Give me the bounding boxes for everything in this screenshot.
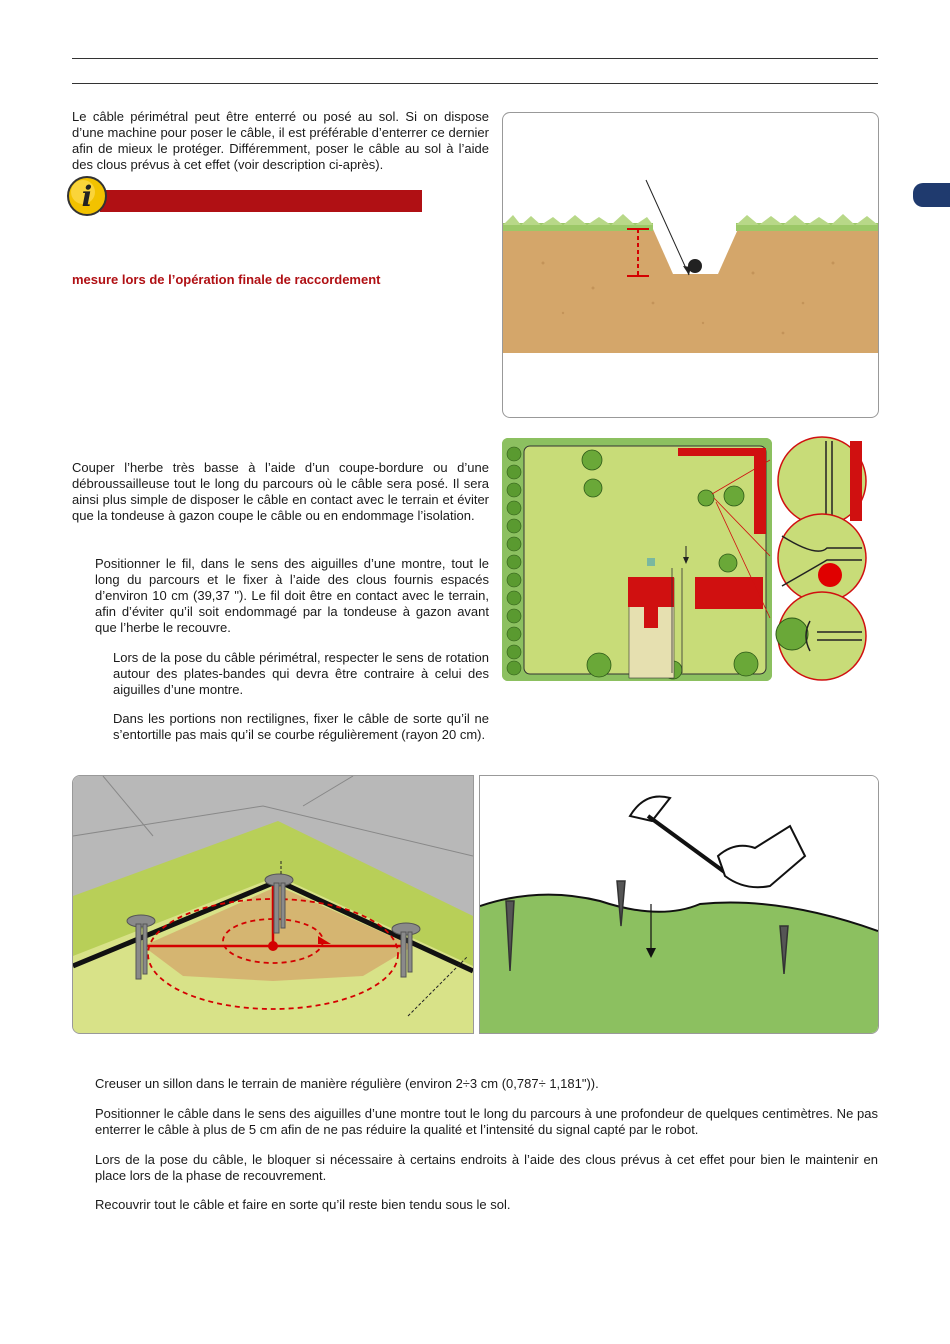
cut-grass-paragraph: Couper l’herbe très basse à l’aide d’un coupe-bordure ou d’une débroussailleuse tout le long du parcours où le câble sera posé. Il sera ainsi plus simple de disposer le câble en contact avec le terrain et éviter que la tondeuse à gazon coupe le câble ou en endommage l’isolation. <box>72 460 489 523</box>
intro-paragraph: Le câble périmétral peut être enterré ou posé au sol. Si on dispose d’une machine pour poser le câble, il est préférable d’enterrer ce dernier afin de mieux le protéger. Différemment, poser le câble au sol à l’aide des clous prévus à cet effet (voir description ci-après). <box>72 109 489 172</box>
section-tab <box>913 183 950 207</box>
curve-nails-figure <box>72 775 474 1034</box>
garden-plan-figure <box>502 438 772 681</box>
trench-figure <box>502 112 879 418</box>
rotation-paragraph: Lors de la pose du câble périmétral, respecter le sens de rotation autour des plates-bandes qui devra être contraire à celui des aiguilles d’une montre. <box>113 650 489 697</box>
note-banner <box>100 190 422 212</box>
header-rule-top <box>72 58 878 59</box>
position-wire-paragraph: Positionner le fil, dans le sens des aiguilles d’une montre, tout le long du parcours et le fixer à l’aide des clous fournis espacés d’environ 10 cm (39,37 "). Le fil doit être en contact avec le terrain, afin d’éviter qu’il soit endommagé par la tondeuse à gazon avant que l’herbe le recouvre. <box>95 556 489 635</box>
curves-paragraph: Dans les portions non rectilignes, fixer le câble de sorte qu’il ne s’entortille pas mais qu’il se courbe régulièrement (rayon 20 cm). <box>113 711 489 742</box>
block-paragraph: Lors de la pose du câble, le bloquer si nécessaire à certains endroits à l’aide des clous prévus à cet effet pour bien le maintenir en place lors de la phase de recouvrement. <box>95 1152 878 1183</box>
info-icon <box>66 175 108 217</box>
info-icon-letter: i <box>81 180 93 213</box>
header-rule-bottom <box>72 83 878 84</box>
note-text: mesure lors de l’opération finale de raccordement <box>72 272 381 287</box>
dig-paragraph: Creuser un sillon dans le terrain de manière régulière (environ 2÷3 cm (0,787÷ 1,181")). <box>95 1076 599 1091</box>
detail-circles <box>772 436 872 681</box>
bury-paragraph: Positionner le câble dans le sens des aiguilles d’une montre tout le long du parcours à une profondeur de quelques centimètres. Ne pas enterrer le câble à plus de 5 cm afin de ne pas réduire la qualité et l’intensité du signal capté par le robot. <box>95 1106 878 1137</box>
cover-paragraph: Recouvrir tout le câble et faire en sorte qu’il reste bien tendu sous le sol. <box>95 1197 511 1212</box>
hammer-nails-figure <box>479 775 879 1034</box>
